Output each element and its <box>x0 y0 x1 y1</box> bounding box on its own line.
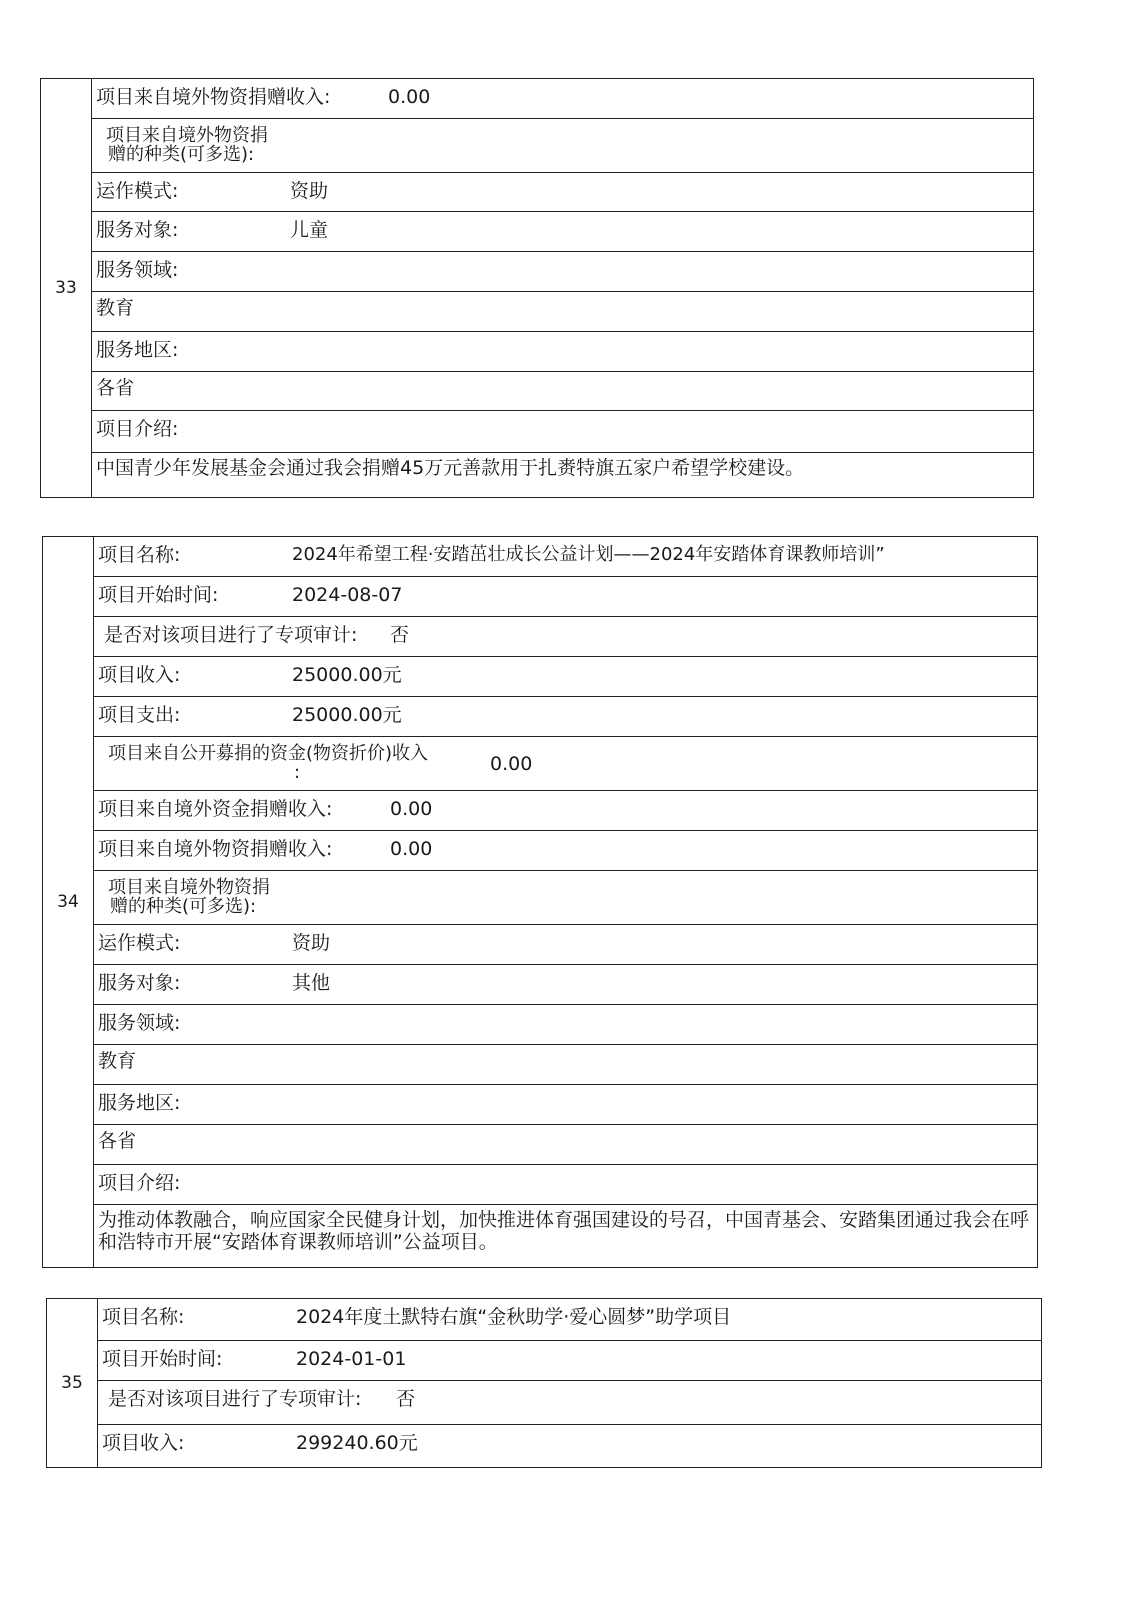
income-row <box>98 1425 1041 1466</box>
material-types-label <box>106 126 268 164</box>
service-field-value: 教育 <box>98 1050 137 1072</box>
service-field-label-row <box>94 1005 1037 1045</box>
income-label: 项目收入: <box>102 1432 185 1454</box>
start-date-label: 项目开始时间: <box>102 1348 223 1370</box>
public-fundraising-label-line1: 项目来自公开募捐的资金(物资折价)收入 <box>108 743 429 764</box>
overseas-material-income-label: 项目来自境外物资捐赠收入: <box>98 838 333 860</box>
overseas-material-income-value: 0.00 <box>388 86 431 108</box>
income-value: 25000.00元 <box>292 664 402 686</box>
service-region-label: 服务地区: <box>96 338 179 361</box>
project-name-value: 2024年度土默特右旗“金秋助学·爱心圆梦”助学项目 <box>296 1306 732 1328</box>
expense-label: 项目支出: <box>98 704 181 726</box>
project-rows <box>94 537 1037 1267</box>
intro-text-row <box>92 453 1033 497</box>
operation-mode-value: 资助 <box>292 932 331 954</box>
operation-mode-row <box>94 925 1037 965</box>
service-region-value: 各省 <box>98 1130 137 1152</box>
material-types-label-line2: 赠的种类(可多选): <box>110 896 257 917</box>
start-date-value: 2024-01-01 <box>296 1348 407 1370</box>
service-field-value: 教育 <box>96 296 135 319</box>
operation-mode-value: 资助 <box>290 179 329 202</box>
intro-text: 为推动体教融合，响应国家全民健身计划，加快推进体育强国建设的号召，中国青基会、安踏集团通过我会在呼和浩特市开展“安踏体育课教师培训”公益项目。 <box>98 1209 1030 1253</box>
project-name-label: 项目名称: <box>102 1306 185 1328</box>
intro-label: 项目介绍: <box>98 1172 181 1194</box>
overseas-material-income-label: 项目来自境外物资捐赠收入: <box>96 86 331 108</box>
overseas-fund-income-row <box>94 791 1037 831</box>
intro-text-row <box>94 1205 1037 1267</box>
start-date-row <box>94 577 1037 617</box>
special-audit-label: 是否对该项目进行了专项审计: <box>104 624 358 646</box>
public-fundraising-value: 0.00 <box>490 753 533 775</box>
start-date-row <box>98 1341 1041 1381</box>
project-name-row <box>94 537 1037 577</box>
special-audit-row <box>98 1381 1041 1425</box>
material-types-row <box>92 119 1033 173</box>
expense-value: 25000.00元 <box>292 704 402 726</box>
income-value: 299240.60元 <box>296 1432 418 1454</box>
project-block-34 <box>42 536 1038 1268</box>
project-rows <box>92 79 1033 497</box>
service-field-label: 服务领域: <box>98 1012 181 1034</box>
service-region-value-row <box>94 1125 1037 1165</box>
service-target-value: 其他 <box>292 972 331 994</box>
service-field-value-row <box>92 292 1033 332</box>
intro-label-row <box>92 411 1033 453</box>
income-row <box>94 657 1037 697</box>
service-field-label: 服务领域: <box>96 259 179 282</box>
project-rows <box>98 1299 1041 1467</box>
overseas-material-income-row <box>92 79 1033 119</box>
row-number: 33 <box>41 79 92 497</box>
special-audit-value: 否 <box>396 1388 416 1410</box>
project-name-value: 2024年希望工程·安踏茁壮成长公益计划——2024年安踏体育课教师培训” <box>292 544 885 565</box>
material-types-label <box>108 878 270 916</box>
material-types-label-line2: 赠的种类(可多选): <box>108 143 255 165</box>
overseas-fund-income-value: 0.00 <box>390 798 433 820</box>
service-target-row <box>94 965 1037 1005</box>
start-date-label: 项目开始时间: <box>98 584 219 606</box>
row-number: 34 <box>43 537 94 1267</box>
material-types-label-line1: 项目来自境外物资捐 <box>106 124 268 146</box>
intro-label-row <box>94 1165 1037 1205</box>
row-number: 35 <box>47 1299 98 1467</box>
income-label: 项目收入: <box>98 664 181 686</box>
overseas-fund-income-label: 项目来自境外资金捐赠收入: <box>98 798 333 820</box>
overseas-material-income-row <box>94 831 1037 871</box>
service-target-row <box>92 212 1033 252</box>
public-fundraising-row <box>94 737 1037 791</box>
special-audit-row <box>94 617 1037 657</box>
project-name-row <box>98 1299 1041 1341</box>
operation-mode-label: 运作模式: <box>98 932 181 954</box>
service-region-label-row <box>94 1085 1037 1125</box>
start-date-value: 2024-08-07 <box>292 584 403 606</box>
service-region-value-row <box>92 372 1033 412</box>
intro-label: 项目介绍: <box>96 418 179 441</box>
operation-mode-row <box>92 173 1033 213</box>
service-region-label-row <box>92 332 1033 372</box>
project-block-35 <box>46 1298 1042 1468</box>
service-region-label: 服务地区: <box>98 1092 181 1114</box>
material-types-label-line1: 项目来自境外物资捐 <box>108 877 270 898</box>
expense-row <box>94 697 1037 737</box>
material-types-row <box>94 871 1037 925</box>
service-field-label-row <box>92 252 1033 292</box>
special-audit-value: 否 <box>390 624 410 646</box>
project-block-33 <box>40 78 1034 498</box>
public-fundraising-label-line2: : <box>294 762 301 783</box>
service-target-label: 服务对象: <box>98 972 181 994</box>
intro-text: 中国青少年发展基金会通过我会捐赠45万元善款用于扎赉特旗五家户希望学校建设。 <box>96 457 805 480</box>
project-name-label: 项目名称: <box>98 544 181 566</box>
special-audit-label: 是否对该项目进行了专项审计: <box>108 1388 362 1410</box>
operation-mode-label: 运作模式: <box>96 179 179 202</box>
overseas-material-income-value: 0.00 <box>390 838 433 860</box>
service-region-value: 各省 <box>96 376 135 399</box>
service-target-value: 儿童 <box>290 219 329 242</box>
service-target-label: 服务对象: <box>96 219 179 242</box>
public-fundraising-label <box>108 744 428 782</box>
service-field-value-row <box>94 1045 1037 1085</box>
